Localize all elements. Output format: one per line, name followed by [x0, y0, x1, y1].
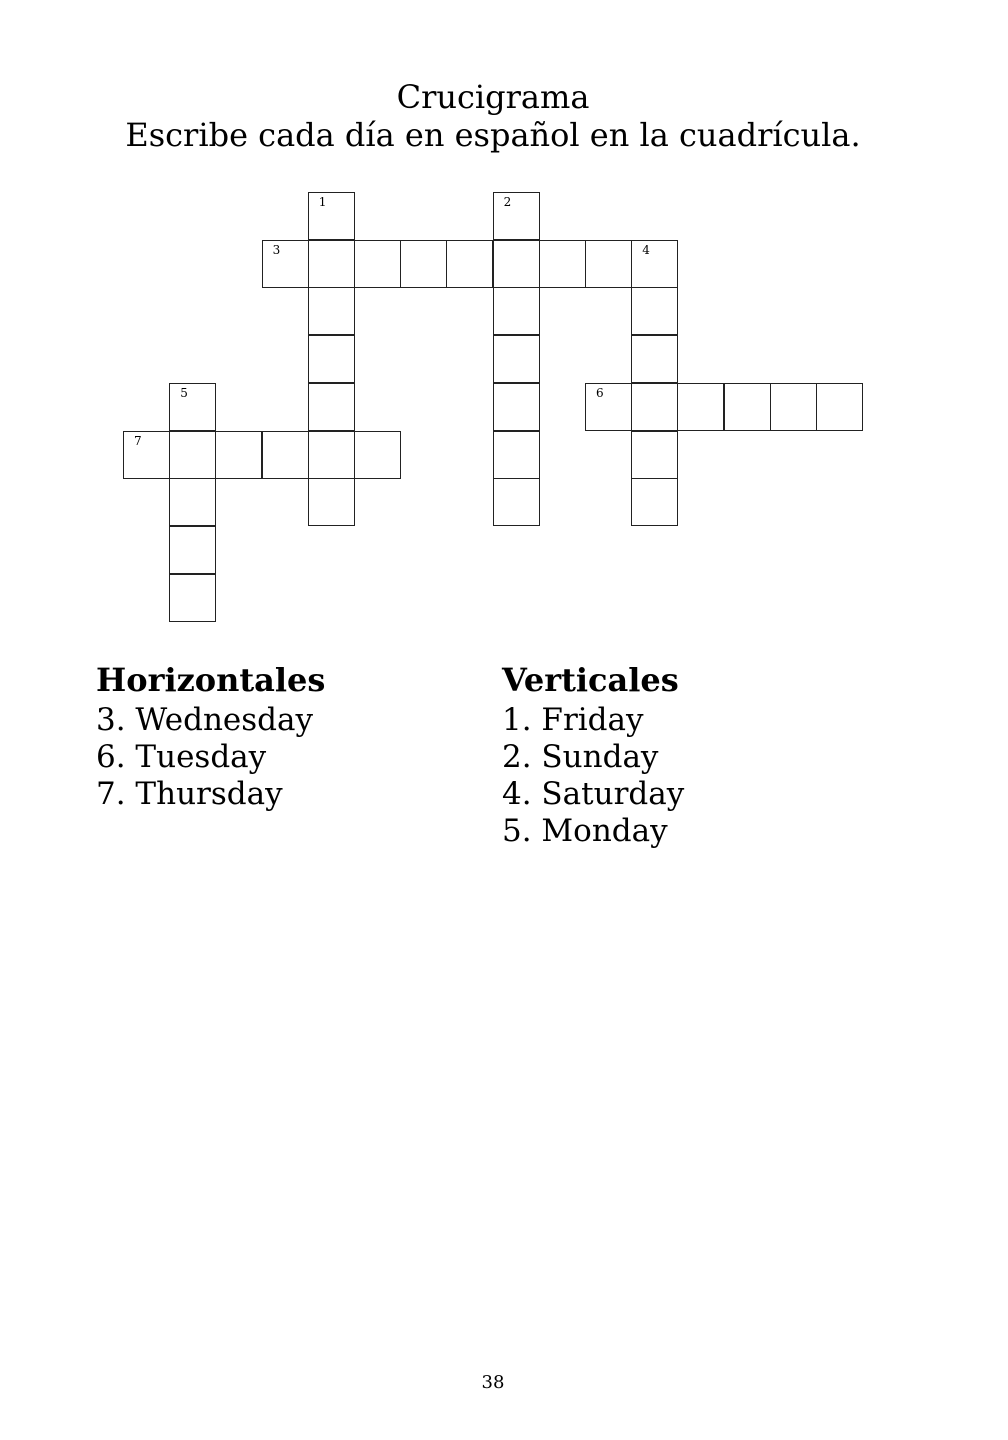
instructions: Escribe cada día en español en la cuadrícula. — [125, 116, 861, 154]
crossword-cell[interactable] — [631, 287, 678, 335]
crossword-cell[interactable] — [308, 287, 355, 335]
crossword-cell[interactable] — [308, 383, 355, 431]
crossword-cell[interactable] — [262, 240, 309, 288]
crossword-cell[interactable] — [677, 383, 724, 431]
crossword-cell[interactable] — [354, 240, 401, 288]
crossword-cell[interactable] — [631, 335, 678, 383]
clue-number: 6 — [596, 385, 604, 400]
crossword-cell[interactable] — [493, 335, 540, 383]
crossword-cell[interactable] — [400, 240, 447, 288]
page-number: 38 — [481, 1372, 505, 1393]
crossword-cell[interactable] — [631, 383, 678, 431]
crossword-cell[interactable] — [123, 431, 170, 479]
crossword-cell[interactable] — [631, 478, 678, 526]
crossword-cell[interactable] — [585, 383, 632, 431]
clue-number: 7 — [134, 433, 142, 448]
clue-number: 1 — [318, 195, 327, 209]
down-clue: 1. Friday — [502, 702, 644, 738]
across-clue: 3. Wednesday — [96, 702, 314, 738]
crossword-cell[interactable] — [169, 526, 216, 574]
clue-number: 4 — [642, 242, 650, 257]
crossword-cell[interactable] — [308, 431, 355, 479]
crossword-cell[interactable] — [585, 240, 632, 288]
across-clues — [96, 660, 325, 813]
crossword-cell[interactable] — [493, 383, 540, 431]
crossword-cell[interactable] — [169, 383, 216, 431]
crossword-cell[interactable] — [262, 431, 309, 479]
crossword-cell[interactable] — [539, 240, 586, 288]
down-clue: 2. Sunday — [502, 739, 659, 775]
crossword-cell[interactable] — [631, 431, 678, 479]
crossword-cell[interactable] — [493, 192, 540, 240]
clue-number: 3 — [272, 242, 281, 257]
crossword-cell[interactable] — [169, 431, 216, 479]
crossword-cell[interactable] — [308, 192, 355, 240]
crossword-grid — [0, 0, 1008, 700]
crossword-cell[interactable] — [770, 383, 817, 431]
crossword-cell[interactable] — [493, 287, 540, 335]
crossword-cell[interactable] — [215, 431, 262, 479]
clue-number: 5 — [180, 385, 188, 400]
crossword-cell[interactable] — [724, 383, 771, 431]
page-title: Crucigrama — [396, 78, 590, 116]
crossword-cell[interactable] — [446, 240, 493, 288]
crossword-cell[interactable] — [493, 240, 540, 288]
crossword-cell[interactable] — [169, 478, 216, 526]
crossword-cell[interactable] — [354, 431, 401, 479]
crossword-cell[interactable] — [308, 240, 355, 288]
crossword-cell[interactable] — [308, 478, 355, 526]
clue-number: 2 — [503, 195, 512, 209]
across-heading: Horizontales — [96, 661, 326, 699]
crossword-cell[interactable] — [631, 240, 678, 288]
crossword-cell[interactable] — [493, 478, 540, 526]
down-clues — [502, 660, 684, 850]
down-heading: Verticales — [502, 661, 679, 699]
across-clue: 7. Thursday — [96, 776, 283, 812]
down-clue: 5. Monday — [502, 813, 668, 849]
down-clue: 4. Saturday — [502, 776, 685, 812]
crossword-cell[interactable] — [169, 574, 216, 622]
across-clue: 6. Tuesday — [96, 739, 267, 775]
crossword-cell[interactable] — [816, 383, 863, 431]
crossword-cell[interactable] — [493, 431, 540, 479]
crossword-cell[interactable] — [308, 335, 355, 383]
